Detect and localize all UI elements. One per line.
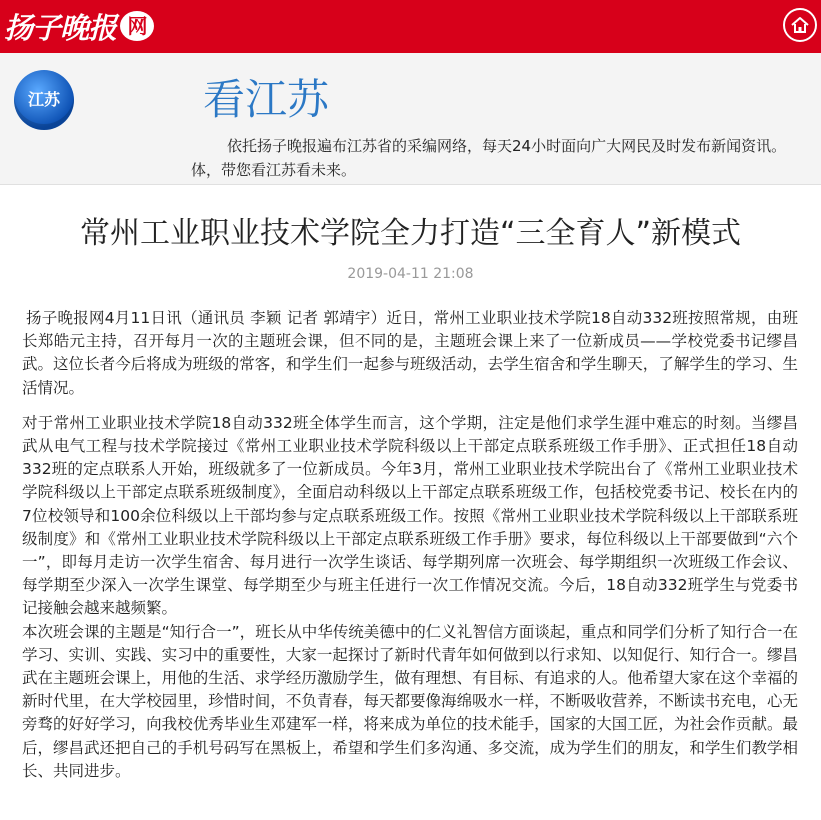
channel-title[interactable]: 看江苏 xyxy=(203,75,330,124)
home-icon xyxy=(790,15,810,35)
channel-description-line: 体，带您看江苏看未来。 xyxy=(191,161,357,179)
home-button[interactable] xyxy=(783,8,817,42)
article-date: 2019-04-11 21:08 xyxy=(347,266,474,282)
article-body xyxy=(22,307,798,783)
article-paragraph: 本次班会课的主题是“知行合一”，班长从中华传统美德中的仁义礼智信方面谈起，重点和同学们分析了知行合一在学习、实训、实践、实习中的重要性，大家一起探讨了新时代青年如何做到以行求知、以知促行、知行合一。缪昌武在主题班会课上，用他的生活、求学经历激励学生，做有理想、有目标、有追求的人。他希望大家在这个幸福的新时代里，在大学校园里，珍惜时间，不负青春，每天都要像海绵吸水一样，不断吸收营养，不断读书充电，心无旁骛的好好学习，向我校优秀毕业生邓建军一样，将来成为单位的技术能手，国家的大国工匠，为社会作贡献。最后，缪昌武还把自己的手机号码写在黑板上，希望和学生们多沟通、多交流，成为学生们的朋友，和学生们教学相长、共同进步。 xyxy=(22,622,798,780)
logo-badge: 网 xyxy=(120,11,154,41)
article-paragraph: 扬子晚报网4月11日讯（通讯员 李颖 记者 郭靖宇）近日，常州工业职业技术学院18自动332班按照常规，由班长郑皓元主持，召开每月一次的主题班会课，但不同的是，主题班会课上来了一位新成员——学校党委书记缪昌武。这位长者今后将成为班级的常客，和学生们一起参与班级活动，去学生宿舍和学生聊天，了解学生的学习、生活情况。 xyxy=(22,309,798,397)
article-title: 常州工业职业技术学院全力打造“三全育人”新模式 xyxy=(79,216,742,251)
channel-logo[interactable]: 江苏 xyxy=(14,70,74,130)
channel-description-line: 依托扬子晚报遍布江苏省的采编网络，每天24小时面向广大网民及时发布新闻资讯。 xyxy=(227,137,787,155)
channel-description xyxy=(0,134,821,182)
article-paragraph: 对于常州工业职业技术学院18自动332班全体学生而言，这个学期，注定是他们求学生涯中难忘的时刻。当缪昌武从电气工程与技术学院接过《常州工业职业技术学院科级以上干部定点联系班级工作手册》、正式担任18自动332班的定点联系人开始，班级就多了一位新成员。今年3月，常州工业职业技术学院出台了《常州工业职业技术学院科级以上干部定点联系班级制度》，全面启动科级以上干部定点联系班级工作，包括校党委书记、校长在内的7位校领导和100余位科级以上干部均参与定点联系班级工作。按照《常州工业职业技术学院科级以上干部联系班级制度》和《常州工业职业技术学院科级以上干部定点联系班级工作手册》要求，每位科级以上干部要做到“六个一”，即每月走访一次学生宿舍、每月进行一次学生谈话、每学期列席一次班会、每学期组织一次班级工作会议、每学期至少深入一次学生课堂、每学期至少与班主任进行一次工作情况交流。今后，18自动332班学生与党委书记接触会越来越频繁。 xyxy=(22,413,798,618)
site-header xyxy=(0,0,821,53)
site-logo[interactable] xyxy=(4,6,154,46)
logo-text: 扬子晚报 xyxy=(4,10,117,45)
